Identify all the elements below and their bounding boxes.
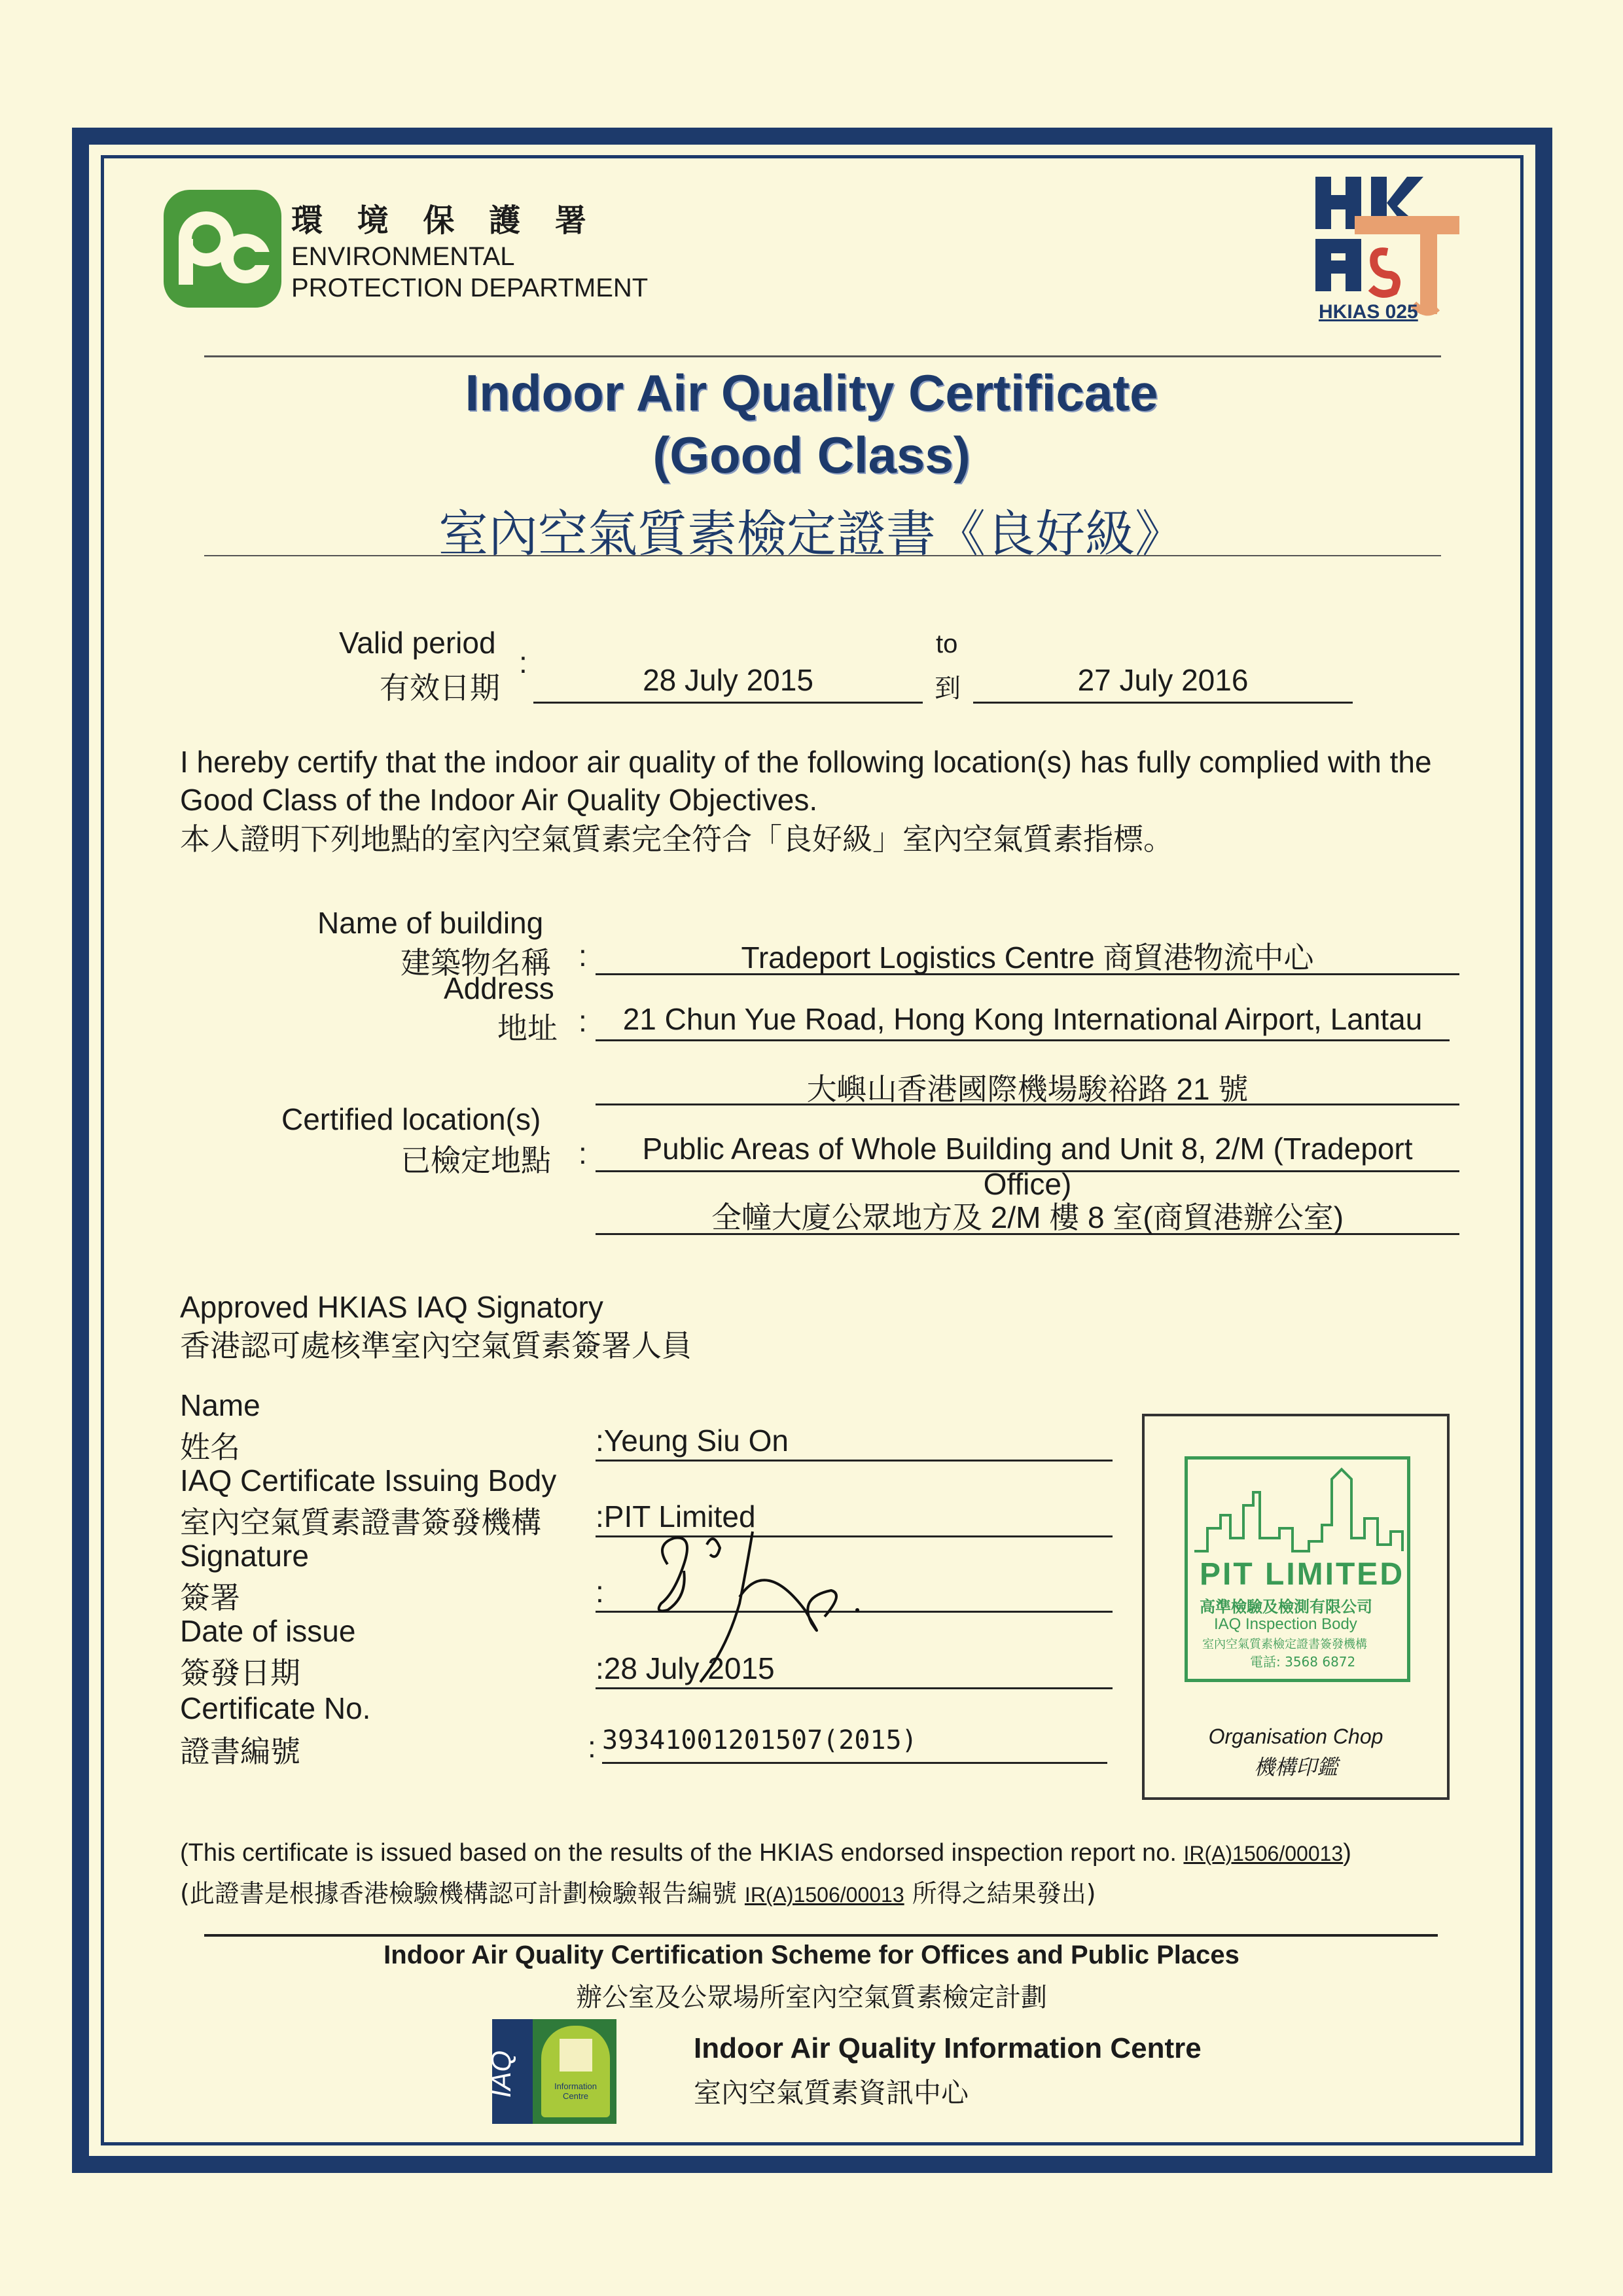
organisation-chop-caption: Organisation Chop xyxy=(1208,1725,1383,1748)
certification-statement: I hereby certify that the indoor air quality of the following location(s) has fully complied with the Good Class of the Indoor Air Quality Objectives. xyxy=(180,745,1432,817)
report-note-chinese-end: 所得之結果發出) xyxy=(912,1879,1096,1908)
certificate-number-value: 39341001201507(2015) xyxy=(602,1725,1107,1764)
report-note-english-text: (This certificate is issued based on the results of the HKIAS endorsed inspection report no. xyxy=(180,1839,1177,1867)
certified-location-label-chinese: 已檢定地點 xyxy=(401,1143,551,1178)
certified-location-label: Certified location(s) xyxy=(281,1102,541,1136)
certificate-title-chinese: 室內空氣質素檢定證書《良好級》 xyxy=(438,505,1185,563)
valid-period-label: Valid period xyxy=(339,626,496,660)
iaq-logo-subtext: Information Centre xyxy=(554,2081,597,2101)
certification-statement-chinese: 本人證明下列地點的室內空氣質素完全符合「良好級」室內空氣質素指標。 xyxy=(180,821,1173,857)
iaq-centre-name-chinese: 室內空氣質素資訊中心 xyxy=(694,2077,969,2109)
building-name-label-chinese: 建築物名稱 xyxy=(401,945,551,980)
building-name-value: Tradeport Logistics Centre 商貿港物流中心 xyxy=(596,934,1459,975)
title-divider xyxy=(204,555,1441,556)
chop-company-name-chinese: 高準檢驗及檢測有限公司 xyxy=(1200,1598,1372,1616)
organisation-chop-caption-chinese: 機構印鑑 xyxy=(1253,1755,1338,1780)
address-value-chinese: 大嶼山香港國際機場駿裕路 21 號 xyxy=(596,1066,1459,1105)
to-label: to xyxy=(936,630,958,658)
report-note-chinese-text: (此證書是根據香港檢驗機構認可計劃檢驗報告編號 xyxy=(180,1879,737,1908)
header-divider xyxy=(204,355,1441,357)
iaq-information-centre-logo xyxy=(486,2019,616,2124)
valid-from-date: 28 July 2015 xyxy=(533,662,923,704)
certificate-number-label: Certificate No. xyxy=(180,1691,371,1725)
signatory-name-value: :Yeung Siu On xyxy=(596,1423,1113,1462)
building-name-label: Name of building xyxy=(317,906,544,940)
city-skyline-icon xyxy=(1194,1466,1404,1554)
date-of-issue-value: :28 July 2015 xyxy=(596,1651,1113,1689)
scheme-title-chinese: 辦公室及公眾場所室內空氣質素檢定計劃 xyxy=(576,1982,1047,2013)
iaq-centre-name: Indoor Air Quality Information Centre xyxy=(694,2032,1202,2064)
certificate-title: Indoor Air Quality Certificate xyxy=(465,364,1158,422)
signatory-heading: Approved HKIAS IAQ Signatory xyxy=(180,1290,603,1324)
report-note-english xyxy=(180,1839,1351,1867)
certified-location-value-chinese: 全幢大廈公眾地方及 2/M 樓 8 室(商貿港辦公室) xyxy=(596,1194,1459,1235)
address-label-chinese: 地址 xyxy=(497,1011,558,1046)
signatory-heading-chinese: 香港認可處核準室內空氣質素簽署人員 xyxy=(180,1328,692,1363)
certified-location-value-english: Public Areas of Whole Building and Unit 8, 2/M (Tradeport Office) xyxy=(596,1131,1459,1172)
issuing-body-label-chinese: 室內空氣質素證書簽發機構 xyxy=(180,1505,541,1540)
report-number-chinese-line: IR(A)1506/00013 xyxy=(744,1883,904,1907)
chop-phone: 電話: 3568 6872 xyxy=(1250,1654,1356,1670)
signatory-name-label: Name xyxy=(180,1388,260,1422)
chop-company-name: PIT LIMITED xyxy=(1200,1557,1404,1592)
organisation-chop-stamp xyxy=(1185,1456,1410,1682)
certified-location-colon: : xyxy=(579,1136,587,1170)
epd-name-english-line1: ENVIRONMENTAL xyxy=(291,242,515,271)
handwritten-signature xyxy=(648,1518,910,1708)
valid-period-colon: : xyxy=(519,645,527,679)
certificate-class: (Good Class) xyxy=(652,426,971,484)
valid-to-date: 27 July 2016 xyxy=(973,662,1353,704)
issuing-body-value: :PIT Limited xyxy=(596,1499,1113,1537)
address-colon: : xyxy=(579,1004,587,1038)
certificate-number-colon: : xyxy=(588,1730,596,1764)
address-value-english: 21 Chun Yue Road, Hong Kong International Airport, Lantau xyxy=(596,1001,1450,1041)
signature-label-chinese: 簽署 xyxy=(180,1580,240,1615)
issuing-body-label: IAQ Certificate Issuing Body xyxy=(180,1463,557,1498)
certificate-number-label-chinese: 證書編號 xyxy=(180,1734,300,1769)
report-number: IR(A)1506/00013 xyxy=(1183,1842,1344,1865)
signature-label: Signature xyxy=(180,1539,309,1573)
footer-divider xyxy=(204,1934,1438,1937)
chop-inspection-body: IAQ Inspection Body xyxy=(1214,1615,1357,1633)
date-of-issue-label-chinese: 簽發日期 xyxy=(180,1655,300,1691)
epd-name-english-line2: PROTECTION DEPARTMENT xyxy=(291,274,649,302)
signatory-name-label-chinese: 姓名 xyxy=(180,1429,240,1465)
building-name-colon: : xyxy=(579,939,587,973)
epd-name-chinese: 環 境 保 護 署 xyxy=(291,202,598,239)
to-label-chinese: 到 xyxy=(935,673,961,704)
address-label: Address xyxy=(444,971,554,1005)
scheme-title: Indoor Air Quality Certification Scheme for Offices and Public Places xyxy=(383,1941,1240,1969)
signature-field: : xyxy=(596,1574,1113,1613)
report-note-english-close: ) xyxy=(1343,1839,1351,1867)
iaq-logo-text: IAQ xyxy=(486,2050,517,2098)
epd-logo xyxy=(164,190,281,308)
chop-inspection-body-chinese: 室內空氣質素檢定證書簽發機構 xyxy=(1202,1638,1367,1651)
date-of-issue-label: Date of issue xyxy=(180,1614,356,1648)
valid-period-label-chinese: 有效日期 xyxy=(380,670,500,706)
report-note-chinese xyxy=(180,1873,1096,1909)
hkias-accreditation-number: HKIAS 025 xyxy=(1319,301,1418,323)
